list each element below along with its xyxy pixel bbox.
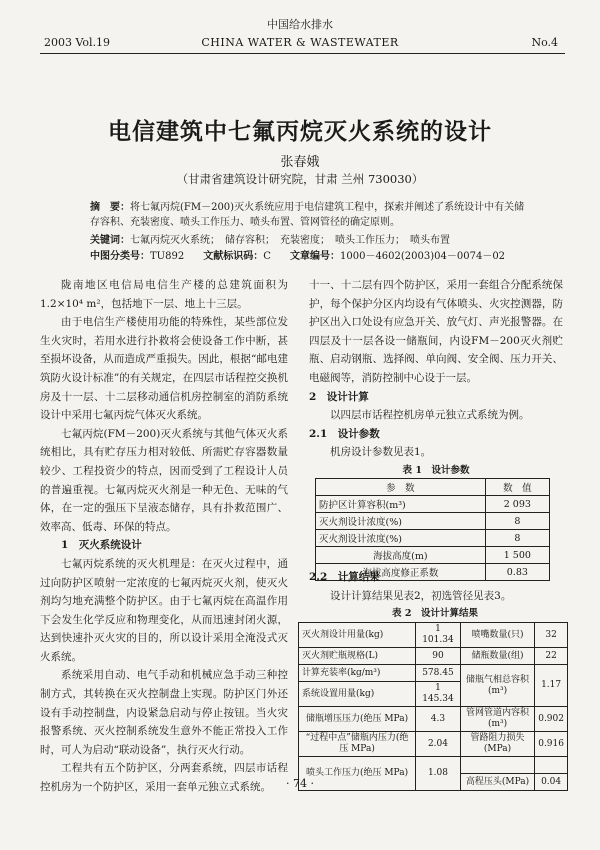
paragraph: 设计计算结果见表2，初选管径见表3。: [330, 589, 512, 602]
table2-cell: 0.902: [535, 707, 568, 732]
paragraph: 机房设计参数见表1。: [330, 446, 432, 459]
table1-cell: 2 093: [485, 496, 549, 513]
section-heading-2-1: 2.1 设计参数: [309, 427, 380, 440]
table2-cell: 喷嘴数量(只): [460, 623, 534, 648]
abstract-text: 将七氟丙烷(FM－200)灭火系统应用于电信建筑工程中，探索并阐述了系统设计中有关储存容积、充装密度、喷头工作压力、喷头布置、管网管径的确定原则。: [90, 202, 525, 228]
abstract-label: 摘 要：: [90, 202, 130, 213]
table2-cell: 计算充装率(kg/m³): [299, 665, 416, 682]
table2-cell: 0.916: [535, 732, 568, 757]
table2-cell: 灭火剂贮瓶规格(L): [299, 648, 416, 665]
volume-label: 2003 Vol.19: [44, 36, 111, 49]
paragraph: 陇南地区电信局电信生产楼的总建筑面积为1.2×10⁴ m²，包括地下一层、地上十三层。: [40, 279, 288, 310]
section-heading-1: 1 灭火系统设计: [61, 539, 142, 552]
table2-cell: 4.3: [416, 707, 461, 732]
table2-cell: 1 145.34: [416, 682, 461, 707]
table1-caption: 表 1 设计参数: [402, 465, 470, 476]
table1-cell: 海拔高度修正系数: [316, 564, 486, 581]
paragraph: 由于电信生产楼使用功能的特殊性，某些部位发生火灾时，若用水进行扑救将会使设备工作中断，甚至损坏设备，从而造成严重损失。因此，根据“邮电建筑防火设计标准”的有关规定，在四层市话程控交换机房及十一层、十二层移动通信机房控制室的消防系统设计中采用七氟丙烷气体灭火系统。: [40, 316, 288, 422]
page-number: · 74 ·: [286, 777, 314, 790]
table2-cell: 1 101.34: [416, 623, 461, 648]
right-column: [309, 276, 563, 462]
table2-caption: 表 2 设计计算结果: [392, 608, 478, 619]
table2-cell: 2.04: [416, 732, 461, 757]
author: 张春娥: [280, 155, 320, 170]
table2-cell: 储瓶数量(组): [460, 648, 534, 665]
paragraph: 七氟丙烷(FM－200)灭火系统与其他气体灭火系统相比，具有贮存压力相对较低、所需贮存容器数量较少、工程投资少的特点，因而受到了工程设计人员的普遍重视。七氟丙烷灭火剂是一种无色、无味的气体，在一定的强压下呈液态储存，具有扑救范围广、效率高、低毒、环保的特点。: [40, 427, 288, 533]
classification-line: [90, 249, 550, 264]
table1-cell: 海拔高度(m): [316, 547, 486, 564]
affiliation: （甘肃省建筑设计研究院，甘肃 兰州 730030）: [176, 172, 424, 186]
journal-name-en: CHINA WATER & WASTEWATER: [201, 36, 399, 49]
table2-cell: [460, 757, 534, 774]
section-2-2: [309, 568, 563, 605]
table2-cell: 储瓶气相总容积(m³): [460, 665, 534, 707]
paragraph: 十一、十二层有四个防护区，采用一套组合分配系统保护，每个保护分区内均设有气体喷头、火灾控测器，防护区出入口处设有应急开关、放气灯、声光报警器。在四层及十一层各设一储瓶间，内设FM－200灭火剂贮瓶、启动钢瓶、选择阀、单向阀、安全阀、压力开关、电磁阀等，消防控制中心设于一层。: [309, 279, 563, 384]
keywords-label: 关键词：: [90, 235, 130, 246]
table1-cell: 灭火剂设计浓度(%): [316, 513, 486, 530]
clc-value: TU892: [150, 251, 185, 262]
paragraph: 系统采用自动、电气手动和机械应急手动三种控制方式，其转换在灭火控制盘上实现。防护区门外还设有手动控制盘，内设紧急启动与停止按钮。当火灾报警系统、灭火控制系统发生意外不能正常投入工作时，可人为启动“联动设备”，执行灭火行动。: [40, 669, 288, 756]
table2-cell: 高程压头(MPa): [460, 774, 534, 791]
article-title: 电信建筑中七氟丙烷灭火系统的设计: [108, 118, 492, 145]
table2-cell: 管路阻力损失(MPa): [460, 732, 534, 757]
table2-cell: 90: [416, 648, 461, 665]
table1: [315, 478, 550, 581]
table2-cell: “过程中点”储瓶内压力(绝压 MPa): [299, 732, 416, 757]
table1-cell: 灭火剂设计浓度(%): [316, 530, 486, 547]
table2-cell: 管网管道内容积(m³): [460, 707, 534, 732]
doc-code-label: 文献标识码：: [203, 251, 264, 262]
abstract: [90, 200, 530, 230]
table1-header: 参 数: [316, 479, 486, 496]
table2-cell: 储瓶增压压力(绝压 MPa): [299, 707, 416, 732]
header-rule: [40, 53, 565, 54]
table1-cell: 8: [485, 530, 549, 547]
paragraph: 工程共有五个防护区，分两套系统，四层市话程控机房为一个防护区，采用一套单元独立式系统。: [40, 762, 288, 794]
table2-cell: 系统设置用量(kg): [299, 682, 416, 707]
table1-cell: 8: [485, 513, 549, 530]
table2-cell: 喷头工作压力(绝压 MPa): [299, 757, 416, 791]
keywords-text: 七氟丙烷灭火系统； 储存容积； 充装密度； 喷头工作压力； 喷头布置: [130, 235, 450, 246]
paragraph: 以四层市话程控机房单元独立式系统为例。: [330, 409, 530, 422]
table2: [298, 622, 568, 791]
doc-code-value: C: [263, 251, 271, 262]
clc-label: 中图分类号：: [90, 251, 150, 262]
table2-cell: 578.45: [416, 665, 461, 682]
issue-label: No.4: [531, 36, 558, 49]
article-no-label: 文章编号：: [290, 251, 340, 262]
table2-cell: [535, 757, 568, 774]
table2-cell: 1.08: [416, 757, 461, 791]
table1-cell: 防护区计算容积(m³): [316, 496, 486, 513]
table1-header: 数 值: [485, 479, 549, 496]
table1-cell: 0.83: [485, 564, 549, 581]
section-heading-2-2: 2.2 计算结果: [309, 571, 380, 583]
section-heading-2: 2 设计计算: [309, 390, 369, 403]
journal-name-cn: 中国给水排水: [267, 18, 333, 31]
table2-cell: 灭火剂设计用量(kg): [299, 623, 416, 648]
table2-cell: 0.04: [535, 774, 568, 791]
table2-cell: 1.17: [535, 665, 568, 707]
table2-cell: 32: [535, 623, 568, 648]
paragraph: 七氟丙烷系统的灭火机理是：在灭火过程中，通过向防护区喷射一定浓度的七氟丙烷灭火剂，使灭火剂均匀地充满整个防护区。由于七氟丙烷在高温作用下会发生化学反应和物理变化，从而迅速封闭火源，达到快速扑灭火灾的目的，所以设计采用全淹没式灭火系统。: [40, 557, 288, 663]
article-no-value: 1000－4602(2003)04－0074－02: [340, 251, 506, 262]
left-column: [40, 276, 288, 797]
table1-cell: 1 500: [485, 547, 549, 564]
keywords: [90, 233, 530, 248]
table2-cell: 22: [535, 648, 568, 665]
